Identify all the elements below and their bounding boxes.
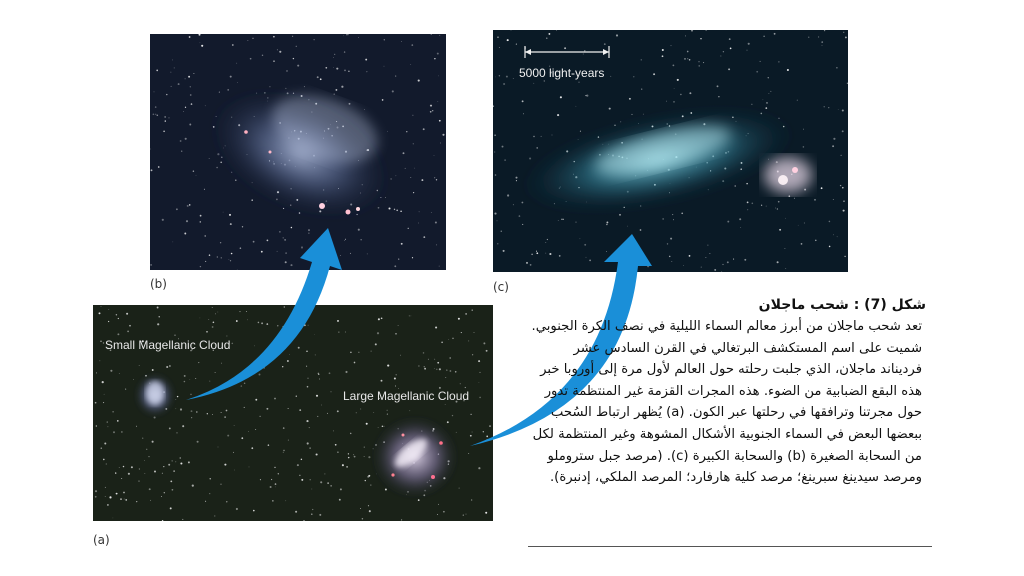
figure-caption [528, 294, 932, 489]
caption-title: شكل (7) : شحب ماجلان [758, 297, 926, 313]
panel-label-b: (b) [150, 277, 167, 291]
lmc-label: Large Magellanic Cloud [343, 389, 470, 403]
caption-divider [528, 546, 932, 547]
smc-label: Small Magellanic Cloud [105, 338, 231, 352]
scale-label: 5000 light-years [519, 66, 605, 80]
panel-label-a: (a) [93, 533, 110, 547]
panel-label-c: (c) [493, 280, 509, 294]
caption-body: تعد شحب ماجلان من أبرز معالم السماء الليلية في نصف الكرة الجنوبي. شميت على اسم المستكشف البرتغالي في القرن السادس عشر فرديناند ماجلان، الذي جلبت رحلته حول العالم لأول مرة إلى أوروبا خبر هذه البقع الضبابية من الضوء. هذه المجرات القزمة غير المنتظمة تدور حول مجرتنا وترافقها في رحلتها عبر الكون. (a) يُظهر ارتباط السُحب ببعضها البعض في السماء الجنوبية الأشكال المشوهة وغير المنتظمة لكل من السحابة الصغيرة (b) والسحابة الكبيرة (c). (مرصد جبل ستروملو ومرصد سيدينغ سبرينغ؛ مرصد كلية هارفارد؛ المرصد الملكي، إدنبرة). [531, 319, 922, 486]
arrow-smc-to-closeup [186, 228, 342, 400]
